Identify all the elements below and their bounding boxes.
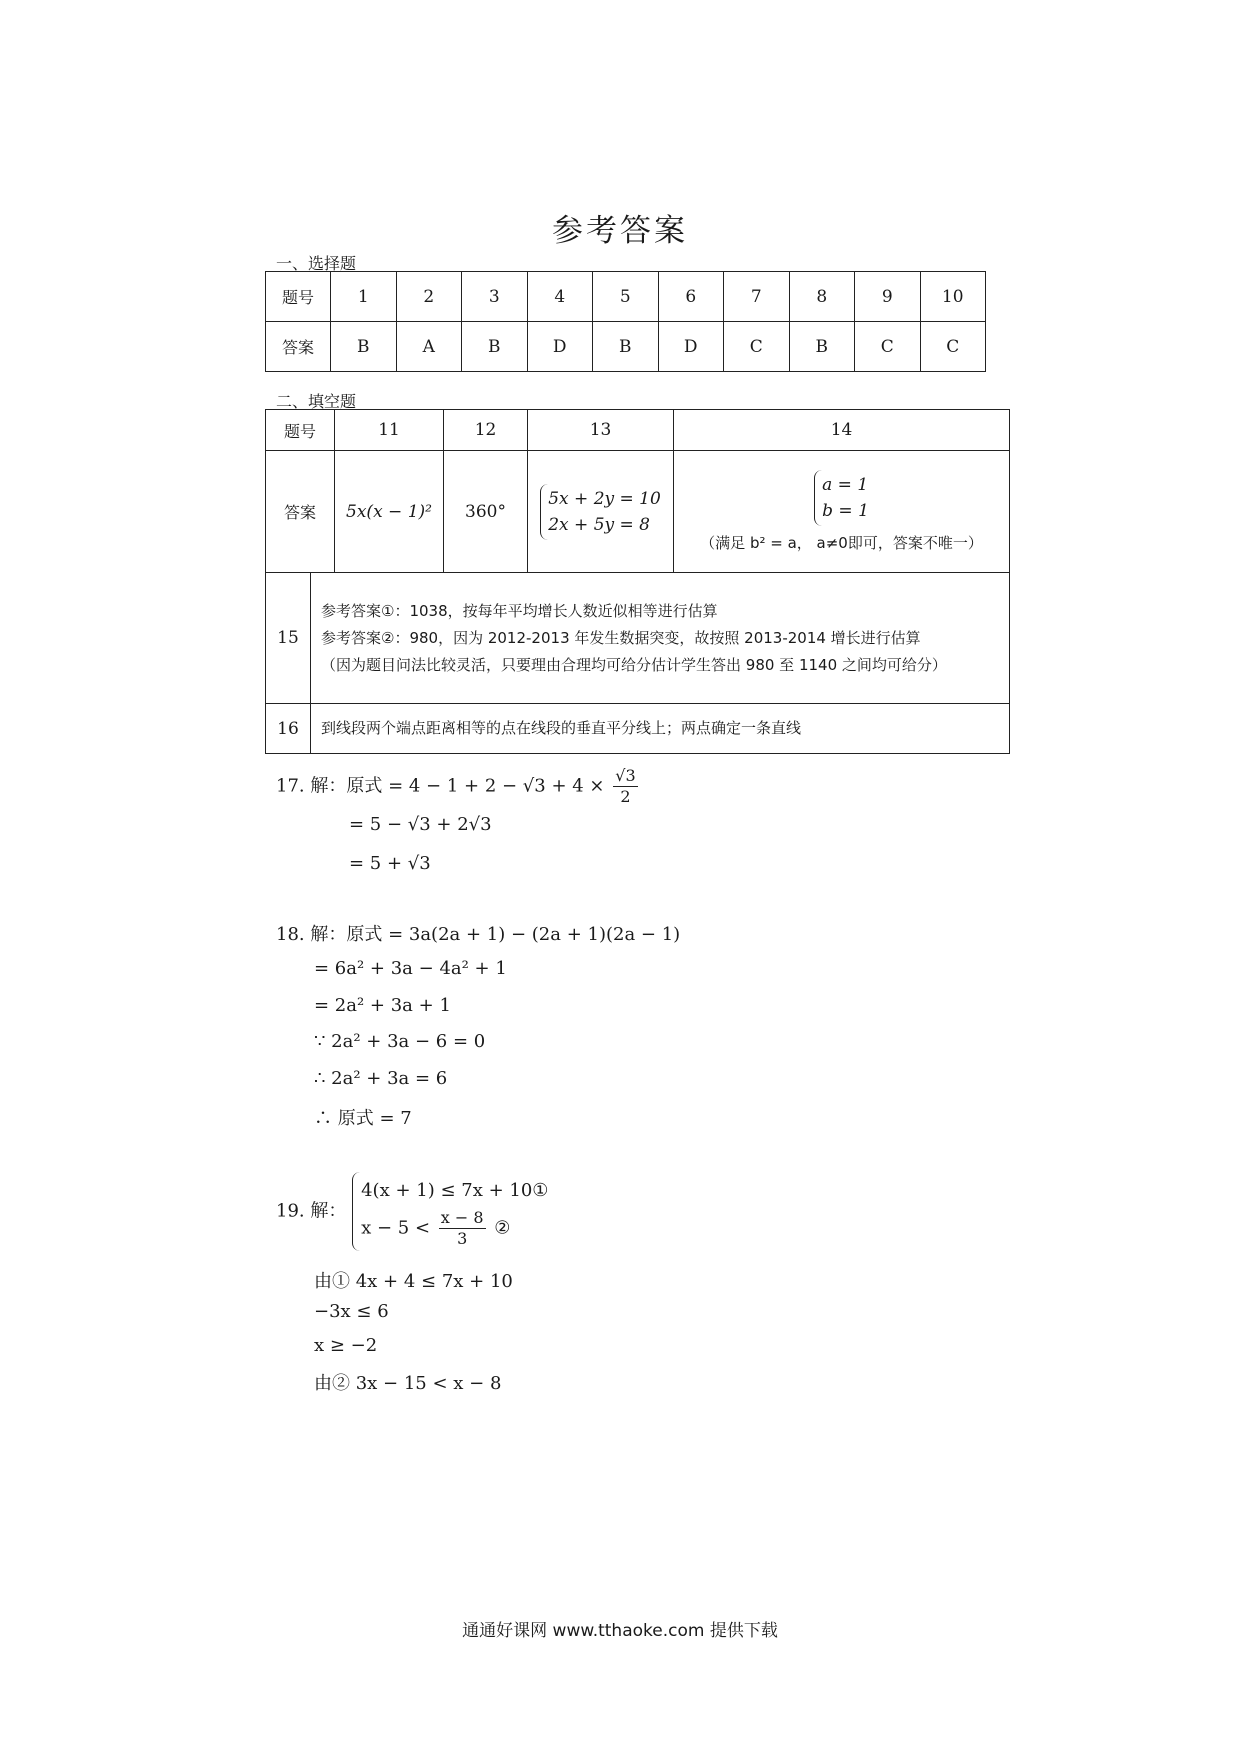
equation-system [540, 484, 661, 540]
q17-first-line [276, 766, 641, 807]
question-number: 3 [462, 272, 528, 322]
q17-label: 17. 解：原式 = 4 − 1 + 2 − √3 + 4 × [276, 775, 605, 797]
row-label-question: 题号 [266, 410, 335, 451]
question-number: 6 [658, 272, 724, 322]
table-row [266, 451, 1010, 573]
answer-cell: B [789, 322, 855, 372]
answer-cell: D [658, 322, 724, 372]
footer-credit: 通通好课网 www.tthaoke.com 提供下载 [462, 1621, 778, 1641]
answer-cell: B [462, 322, 528, 372]
question-number: 16 [266, 704, 311, 754]
question-number: 9 [855, 272, 921, 322]
q19-first-line [276, 1172, 548, 1251]
row-label-answer: 答案 [266, 451, 335, 573]
q19-step: −3x ≤ 6 [314, 1301, 389, 1322]
fraction [439, 1208, 486, 1249]
row-label-answer: 答案 [266, 322, 331, 372]
table-row [266, 704, 1010, 754]
question-number: 1 [331, 272, 397, 322]
q17-step: = 5 + √3 [349, 853, 431, 874]
answer-cell: C [855, 322, 921, 372]
section-heading-multiple-choice: 一、选择题 [276, 254, 357, 273]
answer-12: 360° [444, 451, 528, 573]
q19-step: 由② 3x − 15 < x − 8 [314, 1373, 502, 1394]
q19-label: 19. 解： [276, 1200, 347, 1222]
answer-14 [674, 451, 1010, 573]
question-number: 2 [396, 272, 462, 322]
q17-step: = 5 − √3 + 2√3 [349, 814, 492, 835]
fraction-denominator: 2 [620, 787, 631, 806]
question-number: 12 [444, 410, 528, 451]
q18-step: = 6a² + 3a − 4a² + 1 [314, 958, 507, 979]
fraction-numerator: √3 [615, 766, 636, 785]
answer-14-note: （满足 b² = a， a≠0即可，答案不唯一） [700, 534, 983, 552]
question-number: 7 [724, 272, 790, 322]
question-number: 14 [674, 410, 1010, 451]
answer-15-line: （因为题目问法比较灵活，只要理由合理均可给分估计学生答出 980 至 1140 之间均可给分） [321, 655, 947, 674]
equation-line: a = 1 [822, 475, 869, 495]
inequality-text: ② [494, 1217, 511, 1239]
fraction-denominator: 3 [457, 1229, 468, 1248]
question-number: 4 [527, 272, 593, 322]
equation-line: 2x + 5y = 8 [548, 514, 650, 535]
answer-16: 到线段两个端点距离相等的点在线段的垂直平分线上；两点确定一条直线 [311, 704, 1010, 754]
inequality-line: 4(x + 1) ≤ 7x + 10① [361, 1180, 549, 1201]
q19-step: 由① 4x + 4 ≤ 7x + 10 [314, 1271, 513, 1292]
answer-cell: B [593, 322, 659, 372]
answer-cell: A [396, 322, 462, 372]
answer-cell: B [331, 322, 397, 372]
question-number: 10 [920, 272, 986, 322]
q18-step: = 2a² + 3a + 1 [314, 995, 451, 1016]
question-number: 11 [335, 410, 444, 451]
multiple-choice-answer-table [265, 271, 986, 372]
inequality-system [352, 1172, 548, 1251]
q19-step: x ≥ −2 [314, 1335, 378, 1356]
answer-15-line: 参考答案②：980，因为 2012-2013 年发生数据突变，故按照 2013-2014 增长进行估算 [321, 628, 921, 647]
q18-step: ∴ 原式 = 7 [314, 1108, 412, 1129]
table-row [266, 322, 986, 372]
question-number: 5 [593, 272, 659, 322]
answer-15-line: 参考答案①：1038，按每年平均增长人数近似相等进行估算 [321, 601, 718, 620]
inequality-text: x − 5 < [361, 1217, 431, 1239]
inequality-line [361, 1208, 548, 1249]
table-row [266, 410, 1010, 451]
equation-line: 5x + 2y = 10 [548, 488, 661, 509]
table-row [266, 272, 986, 322]
question-number: 8 [789, 272, 855, 322]
question-number: 13 [528, 410, 674, 451]
q18-first-line: 18. 解：原式 = 3a(2a + 1) − (2a + 1)(2a − 1) [276, 924, 681, 945]
q18-step: ∵ 2a² + 3a − 6 = 0 [314, 1031, 486, 1052]
answer-13 [528, 451, 674, 573]
table-row [266, 573, 1010, 704]
answer-15 [311, 573, 1010, 704]
fill-in-answer-table [265, 409, 1010, 754]
row-label-question: 题号 [266, 272, 331, 322]
question-number: 15 [266, 573, 311, 704]
fraction-numerator: x − 8 [440, 1208, 484, 1227]
answer-cell: C [920, 322, 986, 372]
page-title: 参考答案 [552, 213, 688, 249]
answer-cell: D [527, 322, 593, 372]
section-heading-fill-in: 二、填空题 [276, 392, 357, 411]
equation-system [814, 470, 869, 526]
q18-step: ∴ 2a² + 3a = 6 [314, 1068, 448, 1089]
fraction [613, 766, 637, 807]
equation-line: b = 1 [822, 501, 869, 521]
answer-cell: C [724, 322, 790, 372]
answer-11: 5x(x − 1)² [335, 451, 444, 573]
